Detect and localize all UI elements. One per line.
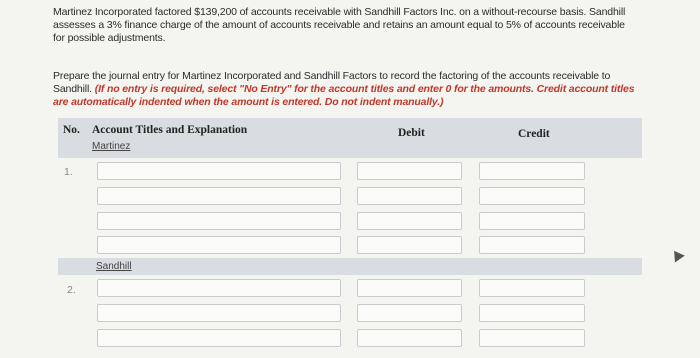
debit-input-1b[interactable]: [357, 187, 462, 205]
mouse-cursor-icon: [669, 247, 685, 262]
credit-input-1b[interactable]: [479, 187, 585, 205]
credit-input-2a[interactable]: [479, 279, 585, 297]
credit-input-2c[interactable]: [479, 329, 585, 347]
debit-input-1c[interactable]: [357, 212, 462, 230]
entry-number-1: 1.: [64, 166, 73, 178]
account-title-input-1d[interactable]: [97, 236, 341, 254]
header-credit: Credit: [518, 128, 550, 140]
debit-input-1d[interactable]: [357, 236, 462, 254]
instructions-main: Prepare the journal entry for Martinez Incorporated and Sandhill Factors to record the factoring of the accounts receivable to Sandhill.: [53, 70, 611, 95]
credit-input-1a[interactable]: [479, 162, 585, 180]
account-title-input-1b[interactable]: [97, 187, 341, 205]
debit-input-1a[interactable]: [357, 162, 462, 180]
entry-number-2: 2.: [67, 284, 76, 296]
credit-input-1c[interactable]: [479, 212, 585, 230]
account-title-input-1a[interactable]: [97, 162, 341, 180]
account-title-input-2b[interactable]: [97, 304, 341, 322]
header-debit: Debit: [398, 127, 425, 139]
debit-input-2b[interactable]: [357, 304, 462, 322]
party-label-sandhill: Sandhill: [96, 261, 132, 272]
credit-input-2b[interactable]: [479, 304, 585, 322]
header-no: No.: [63, 124, 80, 136]
account-title-input-2a[interactable]: [97, 279, 341, 297]
account-title-input-2c[interactable]: [97, 329, 341, 347]
debit-input-2a[interactable]: [357, 279, 462, 297]
instructions: [53, 70, 643, 109]
debit-input-2c[interactable]: [357, 329, 462, 347]
problem-statement: Martinez Incorporated factored $139,200 of accounts receivable with Sandhill Factors Inc. on a without-recourse basis. Sandhill assesses a 3% finance charge of the amount of accounts receivable and retains an amount equal to 5% of accounts receivable for possible adjustments.: [53, 6, 626, 44]
header-account-titles: Account Titles and Explanation: [92, 124, 248, 136]
section-bar-sandhill: [58, 258, 642, 275]
instructions-note: (If no entry is required, select "No Entry" for the account titles and enter 0 for the amounts. Credit account titles are automatically indented when the amount is entered. Do not indent manually.): [53, 83, 635, 108]
credit-input-1d[interactable]: [479, 236, 585, 254]
party-label-martinez: Martinez: [92, 141, 131, 152]
account-title-input-1c[interactable]: [97, 212, 341, 230]
